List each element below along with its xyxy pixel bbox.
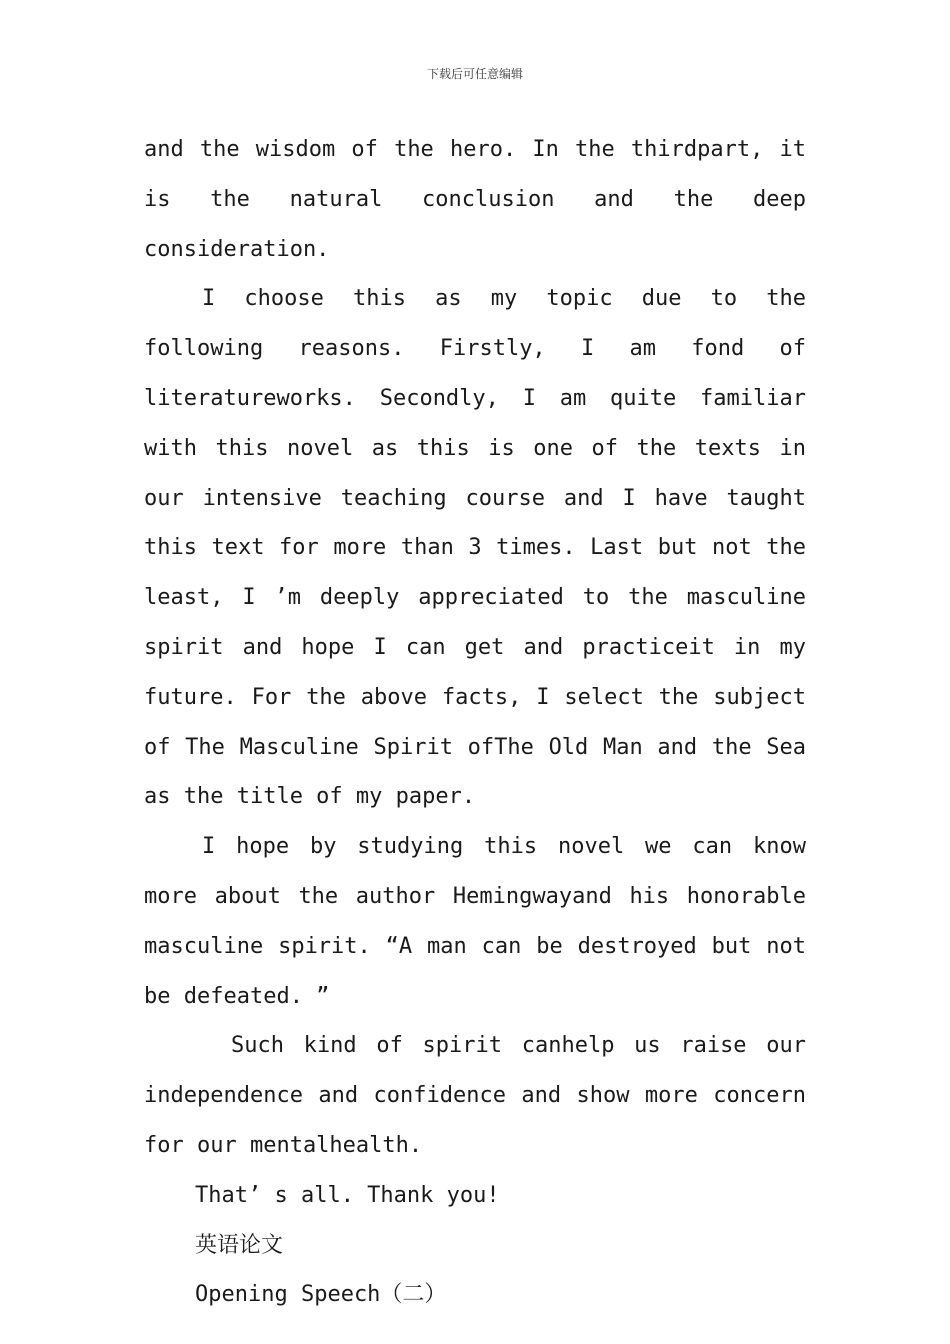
- paragraph-continued: and the wisdom of the hero. In the thirdpart, it is the natural conclusion and the deep consideration.: [144, 137, 806, 262]
- paragraph-topic-reasons: I choose this as my topic due to the following reasons. Firstly, I am fond of literatureworks. Secondly, I am quite familiar with this novel as this is one of the texts in our intensive teaching course and I have taught this text for more than 3 times. Last but not the least, I ’m deeply appreciated to the masculine spirit and hope I can get and practiceit in my future. For the above facts, I select the subject of The Masculine Spirit ofThe Old Man and the Sea as the title of my paper.: [144, 286, 806, 810]
- document-body: [144, 125, 806, 1320]
- next-section-title-cn: 英语论文: [195, 1232, 284, 1258]
- page-header: 下载后可任意编辑: [426, 67, 523, 81]
- next-section-title-en: Opening Speech（二）: [195, 1282, 447, 1308]
- paragraph-hope: I hope by studying this novel we can know more about the author Hemingwayand his honorable masculine spirit. “A man can be destroyed but not be defeated. ”: [144, 834, 806, 1009]
- closing-thanks: That’ s all. Thank you!: [195, 1182, 500, 1208]
- paragraph-spirit: Such kind of spirit canhelp us raise our independence and confidence and show more concern for our mentalhealth.: [144, 1033, 806, 1158]
